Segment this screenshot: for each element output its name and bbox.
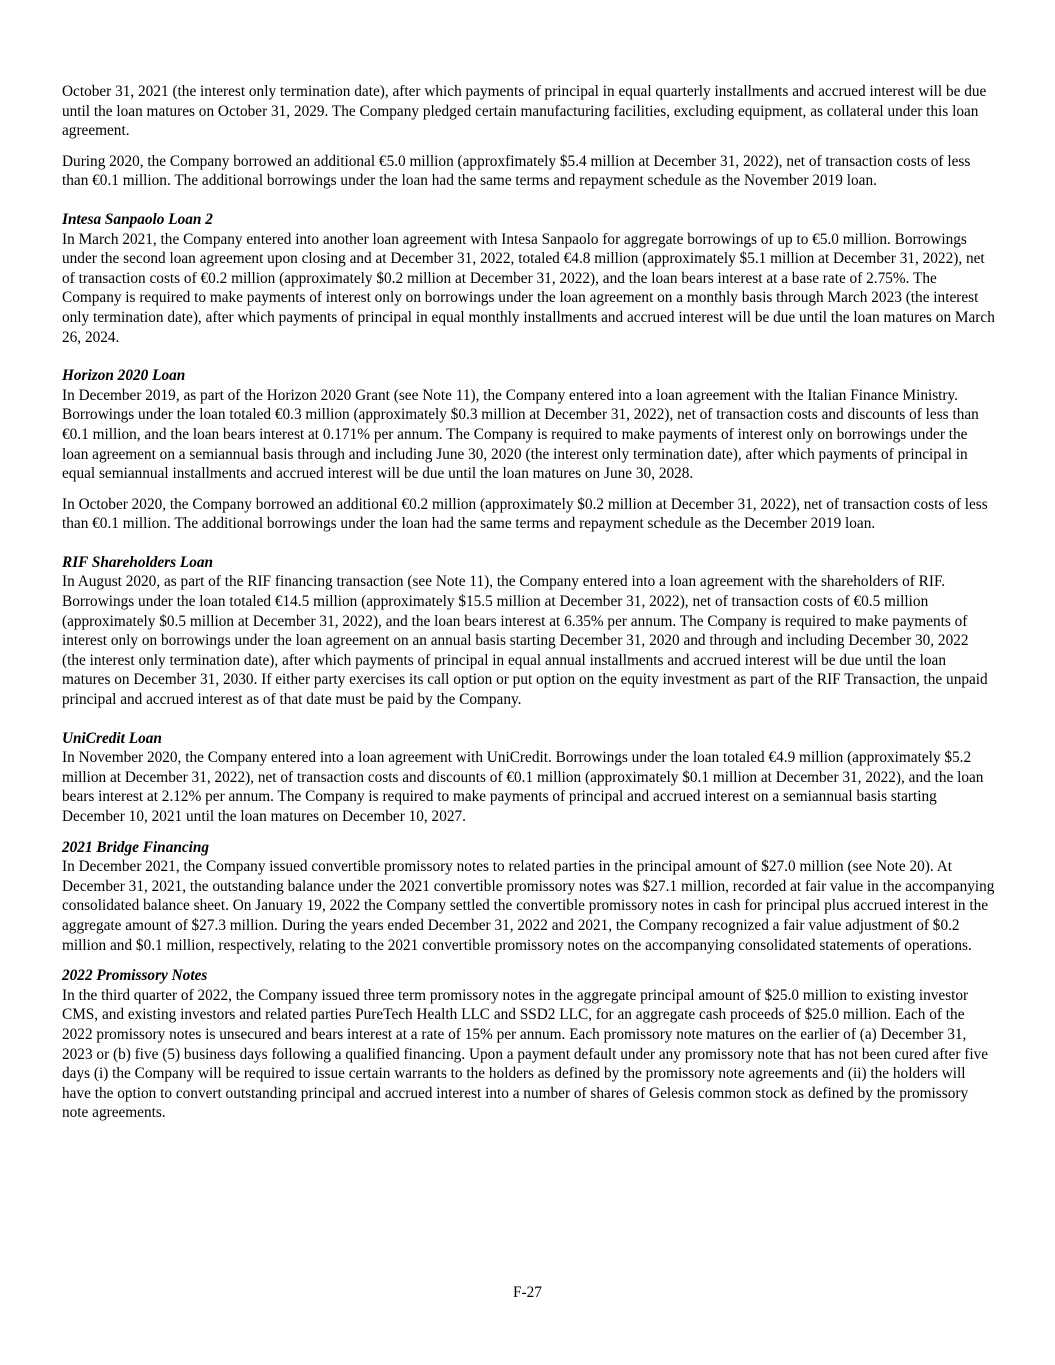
section-horizon-2020-loan xyxy=(62,366,996,534)
section-2022-promissory-notes xyxy=(62,966,996,1123)
intro-paragraph-1: October 31, 2021 (the interest only termination date), after which payments of principal in equal quarterly installments and accrued interest will be due until the loan matures on October 31, 2029. The Company pledged certain manufacturing facilities, excluding equipment, as collateral under this loan agreement. xyxy=(62,83,987,140)
section-heading: 2021 Bridge Financing xyxy=(62,838,210,856)
section-rif-shareholders-loan xyxy=(62,553,996,710)
section-paragraph: In December 2021, the Company issued convertible promissory notes to related parties in the principal amount of $27.0 million (see Note 20). At December 31, 2021, the outstanding balance under the 2021 convertible promissory notes was $27.1 million, recorded at fair value in the accompanying consolidated balance sheet. On January 19, 2022 the Company settled the convertible promissory notes in cash for principal plus accrued interest in the aggregate amount of $27.3 million. During the years ended December 31, 2022 and 2021, the Company recognized a fair value adjustment of $0.2 million and $0.1 million, respectively, relating to the 2021 convertible promissory notes on the accompanying consolidated statements of operations. xyxy=(62,858,995,954)
section-unicredit-loan xyxy=(62,729,996,827)
section-intesa-sanpaolo-loan-2 xyxy=(62,210,996,347)
section-paragraph: In the third quarter of 2022, the Company issued three term promissory notes in the aggregate principal amount of $25.0 million to existing investor CMS, and existing investors and related parties PureTech Health LLC and SSD2 LLC, for an aggregate cash proceeds of $25.0 million. Each of the 2022 promissory notes is unsecured and bears interest at a rate of 15% per annum. Each promissory note matures on the earlier of (a) December 31, 2023 or (b) five (5) business days following a qualified financing. Upon a payment default under any promissory note that has not been cured after five days (i) the Company will be required to issue certain warrants to the holders as defined by the promissory note agreements and (ii) the holders will have the option to convert outstanding principal and accrued interest into a number of shares of Gelesis common stock as defined by the promissory note agreements. xyxy=(62,986,989,1122)
section-paragraph: In November 2020, the Company entered into a loan agreement with UniCredit. Borrowings under the loan totaled €4.9 million (approximately $5.2 million at December 31, 2022), net of transaction costs and discounts of €0.1 million (approximately $0.1 million at December 31, 2022), and the loan bears interest at 2.12% per annum. The Company is required to make payments of principal and accrued interest on a semiannual basis starting December 10, 2021 until the loan matures on December 10, 2027. xyxy=(62,749,984,825)
section-paragraph: In August 2020, as part of the RIF financing transaction (see Note 11), the Company entered into a loan agreement with the shareholders of RIF. Borrowings under the loan totaled €14.5 million (approximately $15.5 million at December 31, 2022), net of transaction costs of €0.5 million (approximately $0.5 million at December 31, 2022), and the loan bears interest at 6.35% per annum. The Company is required to make payments of interest only on borrowings under the loan agreement on an annual basis starting December 31, 2020 and through and including December 30, 2022 (the interest only termination date), after which payments of principal in equal annual installments and accrued interest will be due until the loan matures on December 31, 2030. If either party exercises its call option or put option on the equity investment as part of the RIF Transaction, the unpaid principal and accrued interest as of that date must be paid by the Company. xyxy=(62,573,988,709)
section-heading: RIF Shareholders Loan xyxy=(62,553,214,571)
section-heading: Horizon 2020 Loan xyxy=(62,367,186,385)
section-2021-bridge-financing xyxy=(62,838,996,956)
intro-paragraph-2: During 2020, the Company borrowed an additional €5.0 million (approxfimately $5.4 million at December 31, 2022), net of transaction costs of less than €0.1 million. The additional borrowings under the loan had the same terms and repayment schedule as the November 2019 loan. xyxy=(62,152,971,190)
document-body xyxy=(62,82,996,1134)
section-heading: 2022 Promissory Notes xyxy=(62,967,208,985)
section-heading: UniCredit Loan xyxy=(62,729,162,747)
section-heading: Intesa Sanpaolo Loan 2 xyxy=(62,210,213,228)
section-paragraph: In March 2021, the Company entered into another loan agreement with Intesa Sanpaolo for aggregate borrowings of up to €5.0 million. Borrowings under the second loan agreement upon closing and at December 31, 2022, totaled €4.8 million (approximately $5.1 million at December 31, 2022), net of transaction costs of €0.2 million (approximately $0.2 million at December 31, 2022), and the loan bears interest at a base rate of 2.75%. The Company is required to make payments of interest only on borrowings under the loan agreement on a monthly basis through March 2023 (the interest only termination date), after which payments of principal in equal monthly installments and accrued interest will be due until the loan matures on March 26, 2024. xyxy=(62,230,995,346)
section-paragraph: In December 2019, as part of the Horizon 2020 Grant (see Note 11), the Company entered into a loan agreement with the Italian Finance Ministry. Borrowings under the loan totaled €0.3 million (approximately $0.3 million at December 31, 2022), net of transaction costs and discounts of less than €0.1 million, and the loan bears interest at 0.171% per annum. The Company is required to make payments of interest only on borrowings under the loan agreement on a semiannual basis through and including June 30, 2020 (the interest only termination date), after which payments of principal in equal semiannual installments and accrued interest will be due until the loan matures on June 30, 2028. xyxy=(62,386,979,483)
page-number: F-27 xyxy=(513,1284,542,1301)
section-paragraph: In October 2020, the Company borrowed an additional €0.2 million (approximately $0.2 million at December 31, 2022), net of transaction costs of less than €0.1 million. The additional borrowings under the loan had the same terms and repayment schedule as the December 2019 loan. xyxy=(62,495,988,533)
